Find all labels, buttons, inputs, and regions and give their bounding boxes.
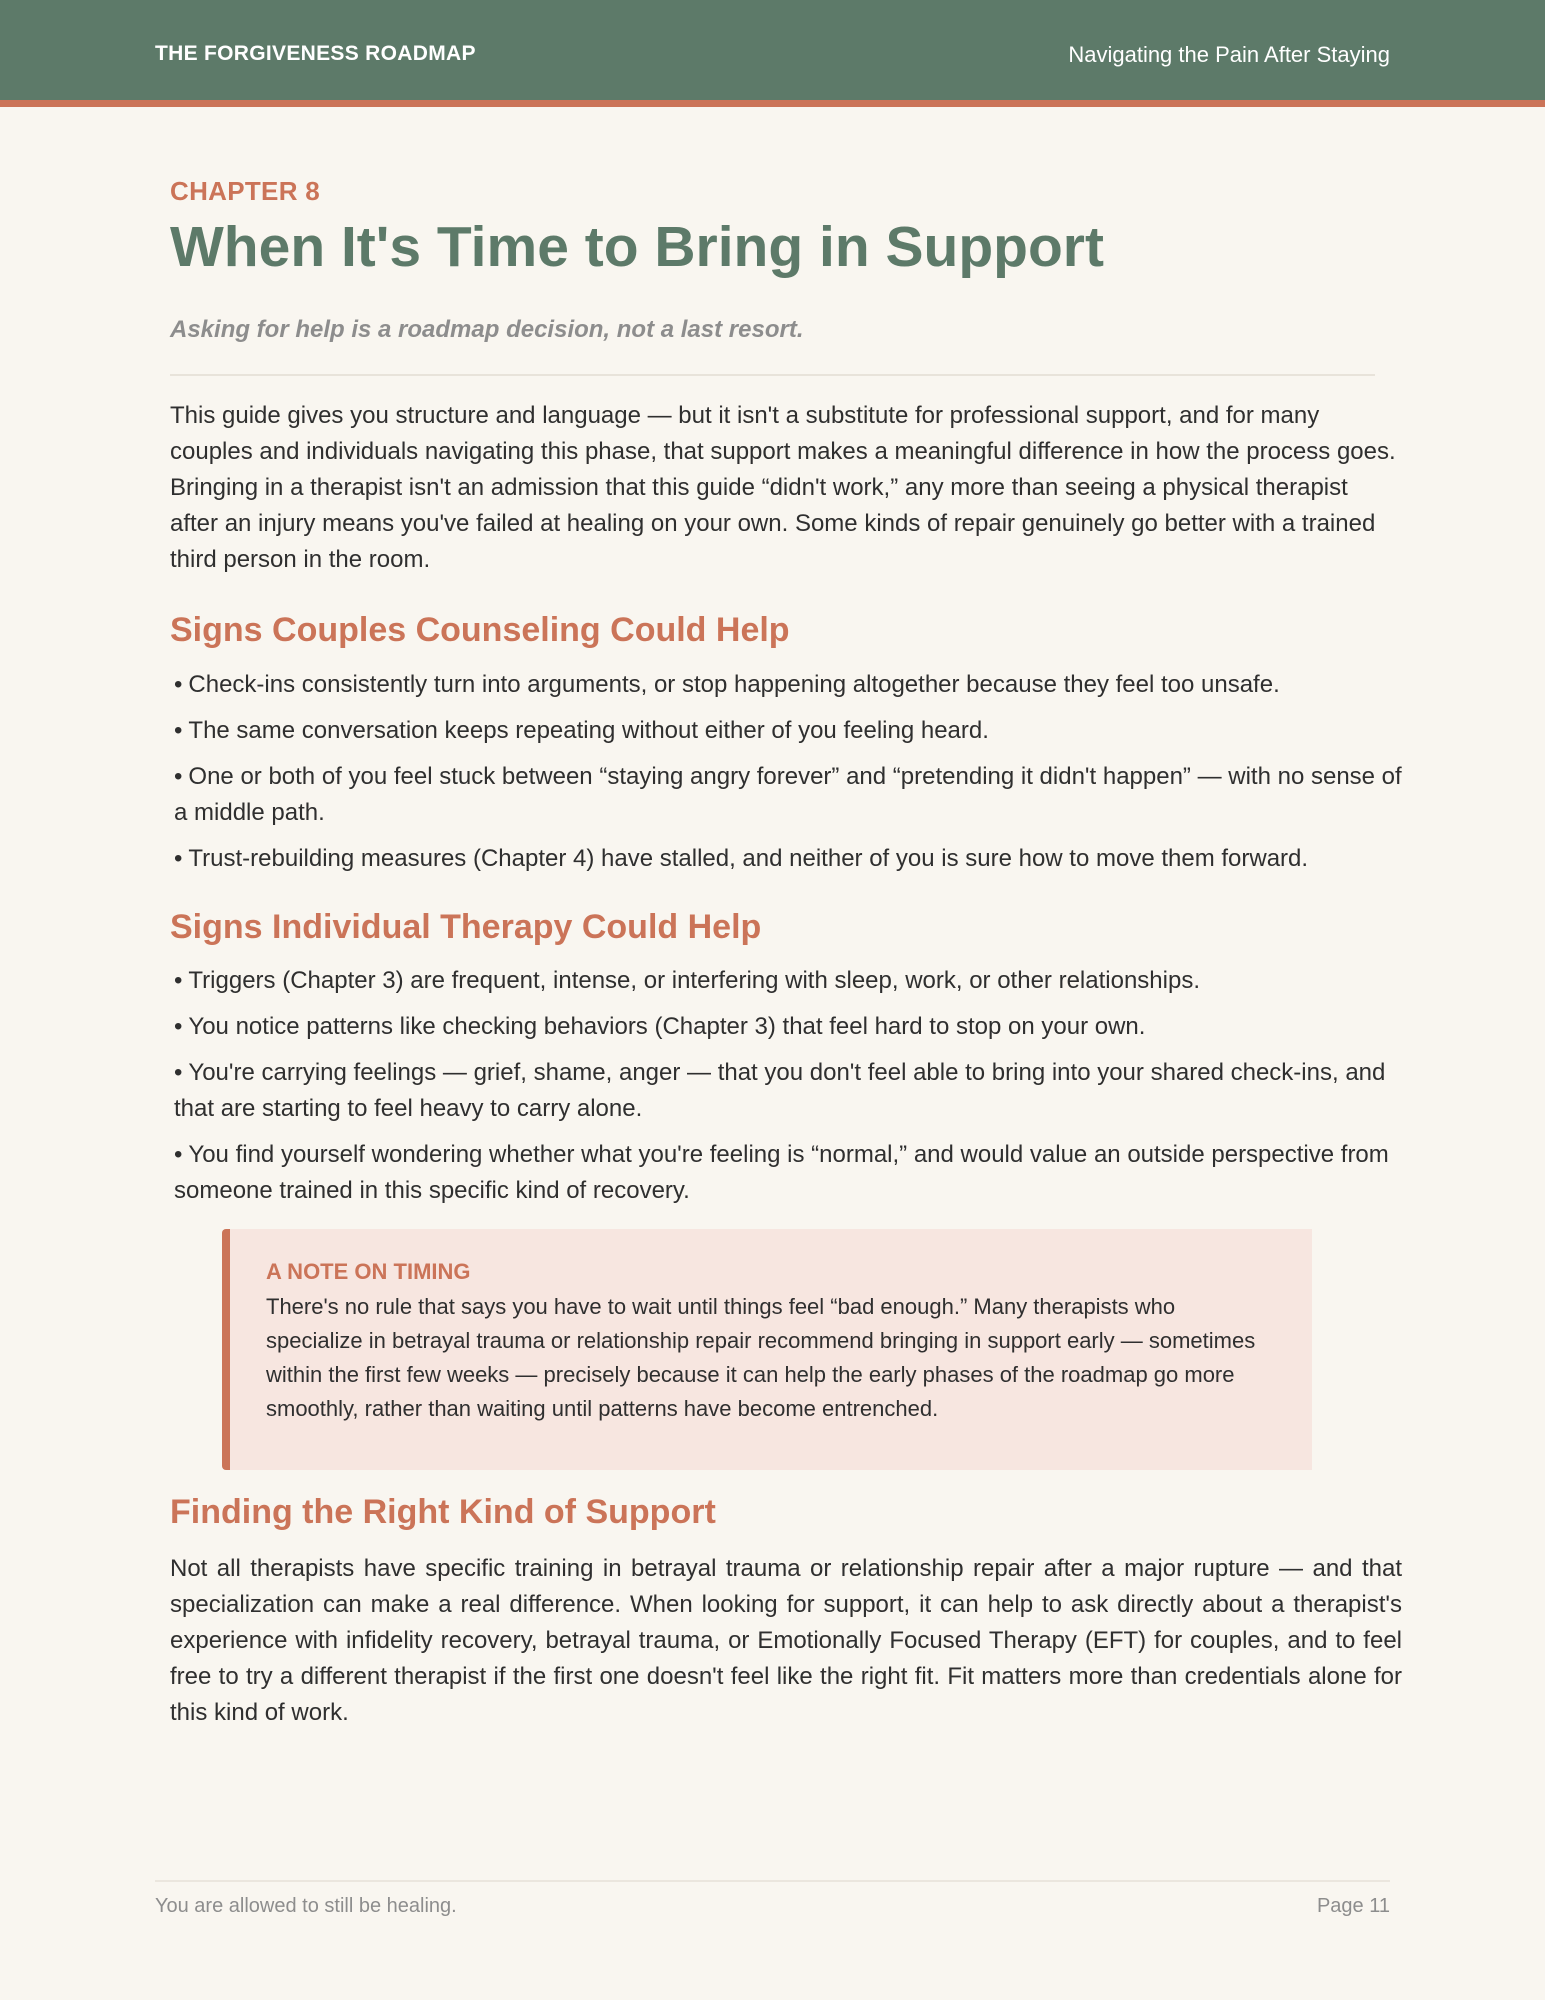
bullet-icon: •	[174, 967, 183, 995]
title-divider	[170, 374, 1375, 376]
book-title: THE FORGIVENESS ROADMAP	[155, 42, 476, 65]
chapter-subtitle: Asking for help is a roadmap decision, not a last resort.	[170, 315, 804, 343]
footer-divider	[155, 1880, 1390, 1882]
bullet-icon: •	[174, 844, 183, 872]
bullet-icon: •	[174, 716, 183, 744]
bullet-icon: •	[174, 1141, 183, 1169]
chapter-label: CHAPTER 8	[170, 176, 321, 206]
finding-support-heading: Finding the Right Kind of Support	[170, 1492, 716, 1531]
finding-support-paragraph: Not all therapists have specific training in betrayal trauma or relationship repair after a major rupture — and that specialization can make a real difference. When looking for support, it can help to ask directly about a therapist's experience with infidelity recovery, betrayal trauma, or Emotionally Focused Therapy (EFT) for couples, and to feel free to try a different therapist if the first one doesn't feel like the right fit. Fit matters more than credentials alone for this kind of work.	[170, 1554, 1402, 1726]
bullet-icon: •	[174, 670, 183, 698]
footer-message: You are allowed to still be healing.	[155, 1895, 457, 1917]
note-title: A NOTE ON TIMING	[266, 1259, 471, 1285]
note-body: There's no rule that says you have to wait until things feel “bad enough.” Many therapists who specialize in betrayal trauma or relationship repair recommend bringing in support early — sometimes within the first few weeks — precisely because it can help the early phases of the roadmap go more smoothly, rather than waiting until patterns have become entrenched.	[266, 1293, 1256, 1421]
individual-therapy-list	[170, 963, 1402, 1209]
intro-paragraph: This guide gives you structure and language — but it isn't a substitute for professional support, and for many couples and individuals navigating this phase, that support makes a meaningful difference in how the process goes. Bringing in a therapist isn't an admission that this guide “didn't work,” any more than seeing a physical therapist after an injury means you've failed at healing on your own. Some kinds of repair genuinely go better with a trained third person in the room.	[170, 401, 1396, 573]
couples-counseling-list	[170, 667, 1402, 877]
list-item-text: One or both of you feel stuck between “staying angry forever” and “pretending it didn't happen” — with no sense of a middle path.	[174, 762, 1402, 826]
bullet-icon: •	[174, 762, 183, 790]
list-item	[170, 963, 1402, 999]
list-item-text: Triggers (Chapter 3) are frequent, intense, or interfering with sleep, work, or other relationships.	[188, 967, 1200, 995]
page-number: Page 11	[1316, 1895, 1390, 1917]
couples-counseling-heading: Signs Couples Counseling Could Help	[170, 610, 790, 649]
list-item	[170, 1055, 1402, 1127]
list-item	[170, 1009, 1402, 1045]
chapter-title: When It's Time to Bring in Support	[170, 215, 1104, 279]
list-item-text: Trust-rebuilding measures (Chapter 4) have stalled, and neither of you is sure how to move them forward.	[188, 844, 1309, 872]
bullet-icon: •	[174, 1013, 183, 1041]
list-item	[170, 841, 1402, 877]
list-item	[170, 713, 1402, 749]
list-item-text: Check-ins consistently turn into arguments, or stop happening altogether because they feel too unsafe.	[188, 670, 1280, 698]
list-item	[170, 667, 1402, 703]
list-item-text: You notice patterns like checking behaviors (Chapter 3) that feel hard to stop on your own.	[188, 1013, 1146, 1041]
page-content	[170, 178, 1402, 1731]
timing-note-callout	[222, 1229, 1312, 1469]
bullet-icon: •	[174, 1059, 183, 1087]
list-item	[170, 1137, 1402, 1209]
list-item	[170, 759, 1402, 831]
list-item-text: The same conversation keeps repeating without either of you feeling heard.	[188, 716, 989, 744]
individual-therapy-heading: Signs Individual Therapy Could Help	[170, 907, 762, 946]
list-item-text: You're carrying feelings — grief, shame, anger — that you don't feel able to bring into your shared check-ins, and that are starting to feel heavy to carry alone.	[174, 1059, 1386, 1123]
page-header-band	[0, 0, 1545, 107]
list-item-text: You find yourself wondering whether what you're feeling is “normal,” and would value an outside perspective from someone trained in this specific kind of recovery.	[174, 1141, 1389, 1205]
book-tagline: Navigating the Pain After Staying	[1068, 42, 1390, 67]
